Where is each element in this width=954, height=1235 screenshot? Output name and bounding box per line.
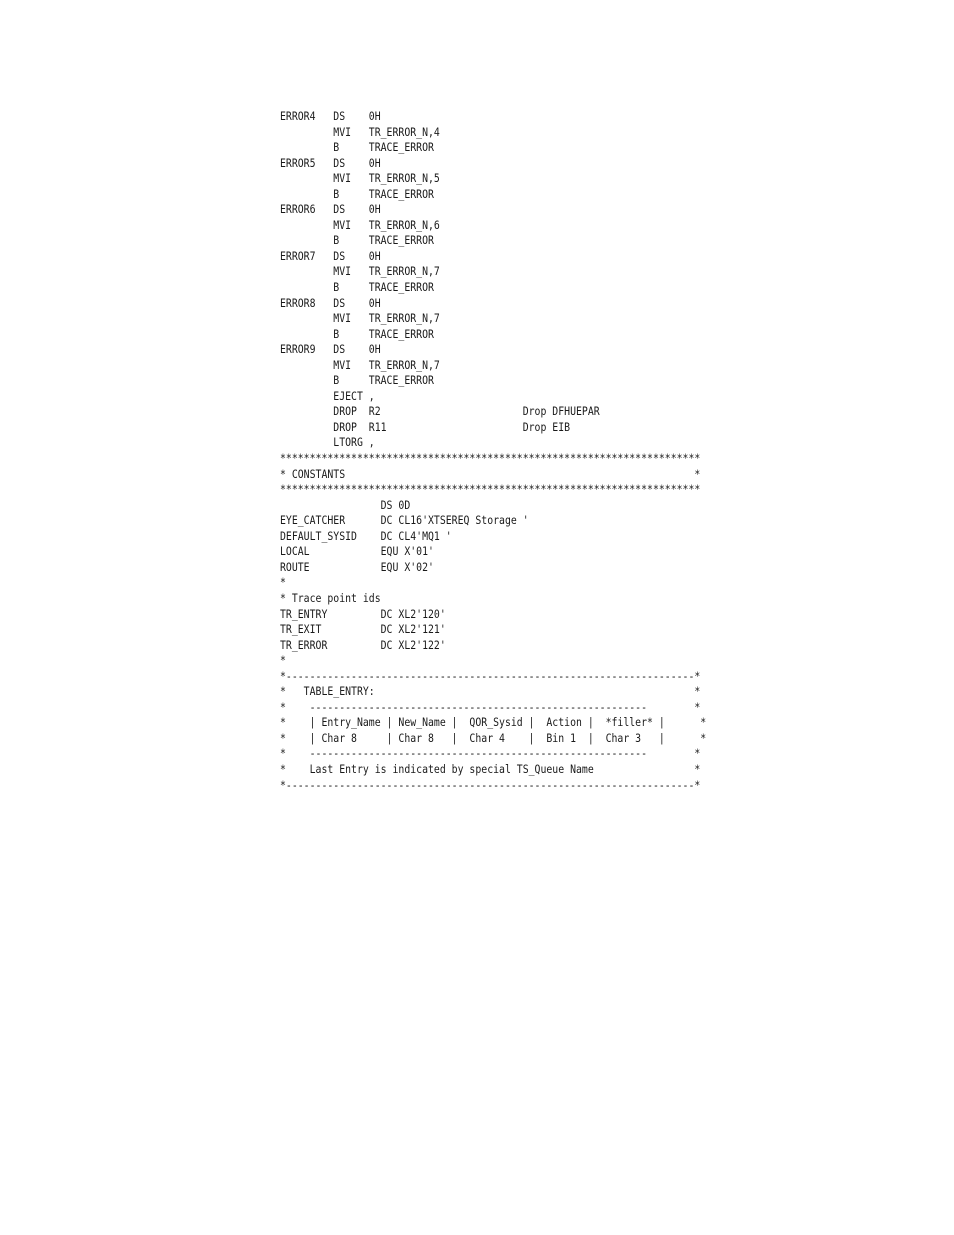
code-line: DS 0D bbox=[280, 497, 411, 512]
code-line: ERROR5 DS 0H bbox=[280, 155, 381, 170]
code-line: *********************************************************************** bbox=[280, 482, 701, 497]
code-line: B TRACE_ERROR bbox=[280, 186, 434, 201]
code-line: MVI TR_ERROR_N,5 bbox=[280, 171, 440, 186]
code-line: ERROR8 DS 0H bbox=[280, 295, 381, 310]
code-line: ERROR7 DS 0H bbox=[280, 248, 381, 263]
code-line: * bbox=[280, 653, 286, 668]
code-line: MVI TR_ERROR_N,7 bbox=[280, 357, 440, 372]
code-line: TR_ERROR DC XL2'122' bbox=[280, 637, 446, 652]
code-line: EYE_CATCHER DC CL16'XTSEREQ Storage ' bbox=[280, 513, 529, 528]
code-line: * CONSTANTS * bbox=[280, 466, 701, 481]
code-line: TR_EXIT DC XL2'121' bbox=[280, 622, 446, 637]
code-line: * --------------------------------------------------------- * bbox=[280, 746, 701, 761]
code-line: MVI TR_ERROR_N,7 bbox=[280, 311, 440, 326]
code-line: EJECT , bbox=[280, 388, 375, 403]
code-line: B TRACE_ERROR bbox=[280, 326, 434, 341]
code-line: MVI TR_ERROR_N,7 bbox=[280, 264, 440, 279]
code-line: *********************************************************************** bbox=[280, 451, 701, 466]
code-line: B TRACE_ERROR bbox=[280, 140, 434, 155]
code-line: * Last Entry is indicated by special TS_Queue Name * bbox=[280, 761, 701, 776]
code-line: DEFAULT_SYSID DC CL4'MQ1 ' bbox=[280, 528, 452, 543]
code-line: LOCAL EQU X'01' bbox=[280, 544, 434, 559]
code-line: DROP R11 Drop EIB bbox=[280, 419, 571, 434]
code-line: ERROR4 DS 0H bbox=[280, 109, 381, 123]
code-line: B TRACE_ERROR bbox=[280, 373, 434, 388]
code-line: *---------------------------------------------------------------------* bbox=[280, 777, 701, 792]
code-line: * | Entry_Name | New_Name | QOR_Sysid | Action | *filler* | * bbox=[280, 715, 707, 730]
code-line: B TRACE_ERROR bbox=[280, 233, 434, 248]
code-line: * --------------------------------------------------------- * bbox=[280, 699, 701, 714]
code-line: * bbox=[280, 575, 286, 590]
code-line: LTORG , bbox=[280, 435, 375, 450]
code-line: * | Char 8 | Char 8 | Char 4 | Bin 1 | Char 3 | * bbox=[280, 730, 707, 745]
code-line: * TABLE_ENTRY: * bbox=[280, 684, 701, 699]
code-line: MVI TR_ERROR_N,4 bbox=[280, 124, 440, 139]
code-line: ERROR6 DS 0H bbox=[280, 202, 381, 217]
assembler-code-listing bbox=[280, 109, 800, 793]
code-line: DROP R2 Drop DFHUEPAR bbox=[280, 404, 600, 419]
code-line: * Trace point ids bbox=[280, 590, 381, 605]
code-line: *---------------------------------------------------------------------* bbox=[280, 668, 701, 683]
code-line: ROUTE EQU X'02' bbox=[280, 559, 434, 574]
code-line: TR_ENTRY DC XL2'120' bbox=[280, 606, 446, 621]
code-line: ERROR9 DS 0H bbox=[280, 342, 381, 357]
code-line: B TRACE_ERROR bbox=[280, 280, 434, 295]
code-line: MVI TR_ERROR_N,6 bbox=[280, 217, 440, 232]
